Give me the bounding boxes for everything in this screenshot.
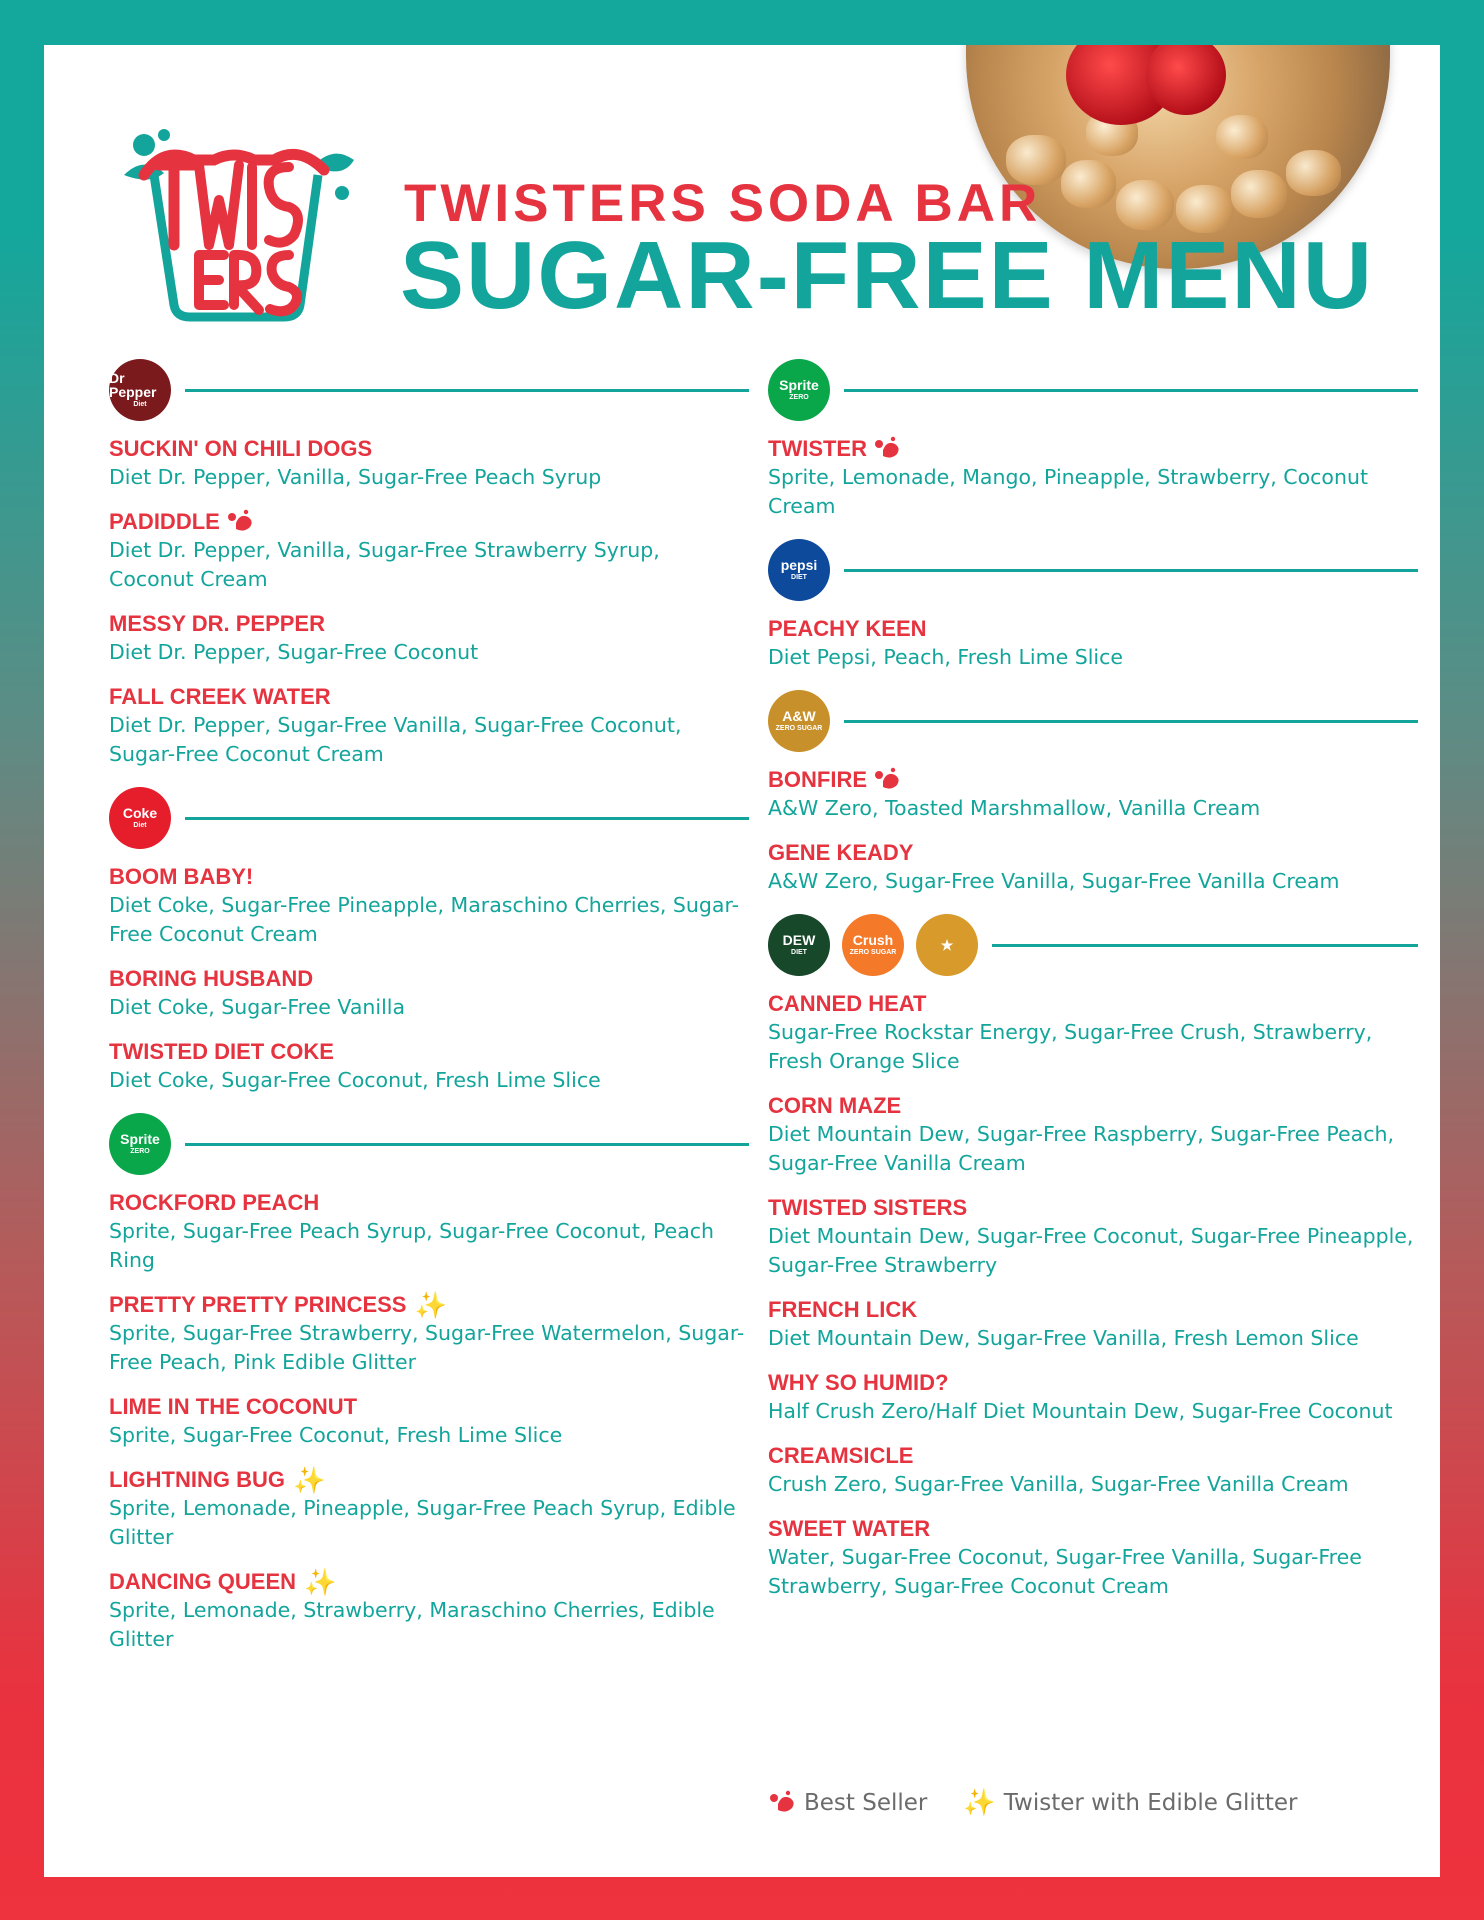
drink-name <box>109 1466 749 1494</box>
menu-item <box>768 839 1418 896</box>
drink-name <box>768 766 1418 794</box>
drink-ingredients: A&W Zero, Toasted Marshmallow, Vanilla Cream <box>768 796 1261 820</box>
brand-logo-sub: ZERO SUGAR <box>849 949 897 956</box>
brand-logo-icon <box>768 539 830 601</box>
drink-ingredients: Sprite, Lemonade, Mango, Pineapple, Strawberry, Coconut Cream <box>768 465 1368 518</box>
drink-ingredients: Sprite, Sugar-Free Coconut, Fresh Lime Slice <box>109 1423 563 1447</box>
drink-name-text: BOOM BABY! <box>109 864 254 889</box>
menu-item <box>768 1369 1418 1426</box>
drink-name <box>109 683 749 711</box>
drink-name-text: TWISTER <box>768 436 867 461</box>
drink-ingredients: Water, Sugar-Free Coconut, Sugar-Free Vanilla, Sugar-Free Strawberry, Sugar-Free Coconut Cream <box>768 1545 1362 1598</box>
menu-item <box>768 1194 1418 1280</box>
drink-name-text: PEACHY KEEN <box>768 616 927 641</box>
menu-item <box>768 1296 1418 1353</box>
section-divider <box>844 389 1418 392</box>
drink-ingredients: Sugar-Free Rockstar Energy, Sugar-Free Crush, Strawberry, Fresh Orange Slice <box>768 1020 1373 1073</box>
brand-logo-icon <box>109 359 171 421</box>
brand-logo-text: ★ <box>940 937 954 953</box>
brand-logo-icon <box>768 359 830 421</box>
section-divider <box>844 720 1418 723</box>
drink-name <box>768 839 1418 867</box>
brand-logo-text: pepsi <box>780 557 818 573</box>
splash-icon <box>873 767 903 793</box>
splash-icon <box>768 1790 798 1816</box>
drink-ingredients: Sprite, Lemonade, Strawberry, Maraschino Cherries, Edible Glitter <box>109 1598 715 1651</box>
drink-name-text: CREAMSICLE <box>768 1443 914 1468</box>
menu-item <box>109 1189 749 1275</box>
menu-section <box>109 357 749 769</box>
drink-name-text: TWISTED SISTERS <box>768 1195 968 1220</box>
drink-name-text: TWISTED DIET COKE <box>109 1039 334 1064</box>
drink-name-text: LIME IN THE COCONUT <box>109 1394 358 1419</box>
drink-name <box>768 1194 1418 1222</box>
drink-ingredients: Diet Mountain Dew, Sugar-Free Vanilla, Fresh Lemon Slice <box>768 1326 1359 1350</box>
drink-ingredients: Diet Coke, Sugar-Free Vanilla <box>109 995 406 1019</box>
menu-item <box>768 615 1418 672</box>
drink-ingredients: Crush Zero, Sugar-Free Vanilla, Sugar-Free Vanilla Cream <box>768 1472 1349 1496</box>
brand-header <box>768 688 1418 754</box>
brand-logo-sub: Diet <box>133 822 147 829</box>
drink-name-text: BORING HUSBAND <box>109 966 314 991</box>
drink-ingredients: Diet Dr. Pepper, Sugar-Free Coconut <box>109 640 479 664</box>
drink-ingredients: Diet Mountain Dew, Sugar-Free Raspberry, Sugar-Free Peach, Sugar-Free Vanilla Cream <box>768 1122 1395 1175</box>
menu-item <box>109 965 749 1022</box>
menu-section <box>109 785 749 1095</box>
menu-item <box>109 435 749 492</box>
drink-name-text: ROCKFORD PEACH <box>109 1190 320 1215</box>
brand-header <box>768 357 1418 423</box>
menu-section <box>768 357 1418 521</box>
brand-logo-text: Sprite <box>120 1131 160 1147</box>
sparkle-icon: ✨ <box>414 1290 447 1320</box>
brand-header <box>109 1111 749 1177</box>
menu-item <box>109 1568 749 1654</box>
brand-logo-text: DEW <box>782 932 816 948</box>
section-divider <box>185 1143 749 1146</box>
menu-item <box>768 990 1418 1076</box>
splash-icon <box>226 509 256 535</box>
drink-name <box>768 990 1418 1018</box>
brand-logo-sub: ZERO <box>130 1148 150 1155</box>
sparkle-icon: ✨ <box>963 1788 996 1818</box>
section-divider <box>185 389 749 392</box>
drink-ingredients: Sprite, Sugar-Free Peach Syrup, Sugar-Free Coconut, Peach Ring <box>109 1219 715 1272</box>
menu-item <box>109 1038 749 1095</box>
drink-name-text: FALL CREEK WATER <box>109 684 331 709</box>
menu-item <box>109 863 749 949</box>
legend-glitter: Twister with Edible Glitter <box>1003 1790 1298 1816</box>
drink-ingredients: Sprite, Sugar-Free Strawberry, Sugar-Free Watermelon, Sugar-Free Peach, Pink Edible Glitter <box>109 1321 745 1374</box>
brand-logo-sub: ZERO SUGAR <box>775 725 823 732</box>
drink-name-text: WHY SO HUMID? <box>768 1370 949 1395</box>
section-divider <box>844 569 1418 572</box>
drink-name <box>768 435 1418 463</box>
drink-name <box>109 1393 749 1421</box>
drink-ingredients: Diet Coke, Sugar-Free Coconut, Fresh Lime Slice <box>109 1068 601 1092</box>
brand-logo-text: Sprite <box>779 377 819 393</box>
menu-item <box>109 508 749 594</box>
menu-item <box>768 435 1418 521</box>
drink-name <box>768 1442 1418 1470</box>
splash-icon <box>873 436 903 462</box>
drink-name-text: PADIDDLE <box>109 509 220 534</box>
brand-logo-sub: DIET <box>791 949 807 956</box>
drink-name-text: DANCING QUEEN <box>109 1569 297 1594</box>
drink-name-text: CANNED HEAT <box>768 991 927 1016</box>
drink-name <box>768 1369 1418 1397</box>
brand-logo-icon <box>916 914 978 976</box>
drink-name <box>109 1568 749 1596</box>
drink-name <box>109 610 749 638</box>
drink-ingredients: Half Crush Zero/Half Diet Mountain Dew, Sugar-Free Coconut <box>768 1399 1393 1423</box>
menu-item <box>768 1515 1418 1601</box>
brand-logo-sub: DIET <box>791 574 807 581</box>
right-column <box>768 357 1418 1617</box>
brand-header <box>109 357 749 423</box>
legend <box>768 1790 1297 1816</box>
brand-header <box>768 537 1418 603</box>
drink-ingredients: Diet Mountain Dew, Sugar-Free Coconut, Sugar-Free Pineapple, Sugar-Free Strawberry <box>768 1224 1414 1277</box>
menu-subtitle: SUGAR-FREE MENU <box>400 222 1375 329</box>
drink-name-text: CORN MAZE <box>768 1093 902 1118</box>
menu-item <box>109 1393 749 1450</box>
drink-name-text: MESSY DR. PEPPER <box>109 611 325 636</box>
twisters-logo <box>104 105 364 325</box>
drink-name-text: PRETTY PRETTY PRINCESS <box>109 1292 407 1317</box>
brand-header <box>768 912 1418 978</box>
drink-name <box>109 863 749 891</box>
menu-section <box>768 537 1418 672</box>
drink-ingredients: Diet Dr. Pepper, Vanilla, Sugar-Free Strawberry Syrup, Coconut Cream <box>109 538 660 591</box>
brand-logo-icon <box>842 914 904 976</box>
menu-item <box>768 1442 1418 1499</box>
brand-logo-text: Dr Pepper <box>109 370 157 400</box>
drink-name <box>109 1291 749 1319</box>
menu-section <box>768 688 1418 896</box>
drink-name <box>109 1189 749 1217</box>
section-divider <box>992 944 1418 947</box>
menu-section <box>109 1111 749 1654</box>
menu-item <box>109 1466 749 1552</box>
section-divider <box>185 817 749 820</box>
drink-ingredients: Diet Coke, Sugar-Free Pineapple, Maraschino Cherries, Sugar-Free Coconut Cream <box>109 893 740 946</box>
brand-logo-sub: ZERO <box>789 394 809 401</box>
menu-item <box>768 766 1418 823</box>
drink-name-text: SWEET WATER <box>768 1516 931 1541</box>
drink-name-text: FRENCH LICK <box>768 1297 918 1322</box>
brand-header <box>109 785 749 851</box>
sparkle-icon: ✨ <box>293 1465 326 1495</box>
drink-ingredients: Diet Pepsi, Peach, Fresh Lime Slice <box>768 645 1123 669</box>
drink-ingredients: Diet Dr. Pepper, Vanilla, Sugar-Free Peach Syrup <box>109 465 602 489</box>
drink-ingredients: Sprite, Lemonade, Pineapple, Sugar-Free Peach Syrup, Edible Glitter <box>109 1496 736 1549</box>
menu-item <box>768 1092 1418 1178</box>
drink-name <box>768 1296 1418 1324</box>
menu-item <box>109 610 749 667</box>
drink-name-text: GENE KEADY <box>768 840 914 865</box>
brand-logo-text: Crush <box>852 932 894 948</box>
drink-name <box>768 1092 1418 1120</box>
menu-item <box>109 1291 749 1377</box>
drink-ingredients: Diet Dr. Pepper, Sugar-Free Vanilla, Sugar-Free Coconut, Sugar-Free Coconut Cream <box>109 713 682 766</box>
drink-name <box>768 615 1418 643</box>
brand-logo-sub: Diet <box>133 401 147 408</box>
brand-logo-text: A&W <box>782 708 816 724</box>
menu-item <box>109 683 749 769</box>
brand-logo-icon <box>768 914 830 976</box>
drink-name-text: SUCKIN' ON CHILI DOGS <box>109 436 373 461</box>
title-rest: SODA BAR <box>728 174 1042 233</box>
drink-name-text: BONFIRE <box>768 767 867 792</box>
legend-best-seller: Best Seller <box>804 1790 928 1816</box>
brand-logo-icon <box>768 690 830 752</box>
drink-ingredients: A&W Zero, Sugar-Free Vanilla, Sugar-Free Vanilla Cream <box>768 869 1340 893</box>
drink-name <box>109 1038 749 1066</box>
brand-logo-icon <box>109 787 171 849</box>
title-brand: TWISTERS <box>404 174 710 233</box>
drink-name <box>109 435 749 463</box>
menu-section <box>768 912 1418 1601</box>
left-column <box>109 357 749 1670</box>
drink-name <box>109 508 749 536</box>
menu-sheet <box>44 45 1440 1877</box>
drink-name-text: LIGHTNING BUG <box>109 1467 285 1492</box>
drink-name <box>109 965 749 993</box>
brand-logo-text: Coke <box>122 805 158 821</box>
brand-logo-icon <box>109 1113 171 1175</box>
drink-name <box>768 1515 1418 1543</box>
sparkle-icon: ✨ <box>304 1567 337 1597</box>
